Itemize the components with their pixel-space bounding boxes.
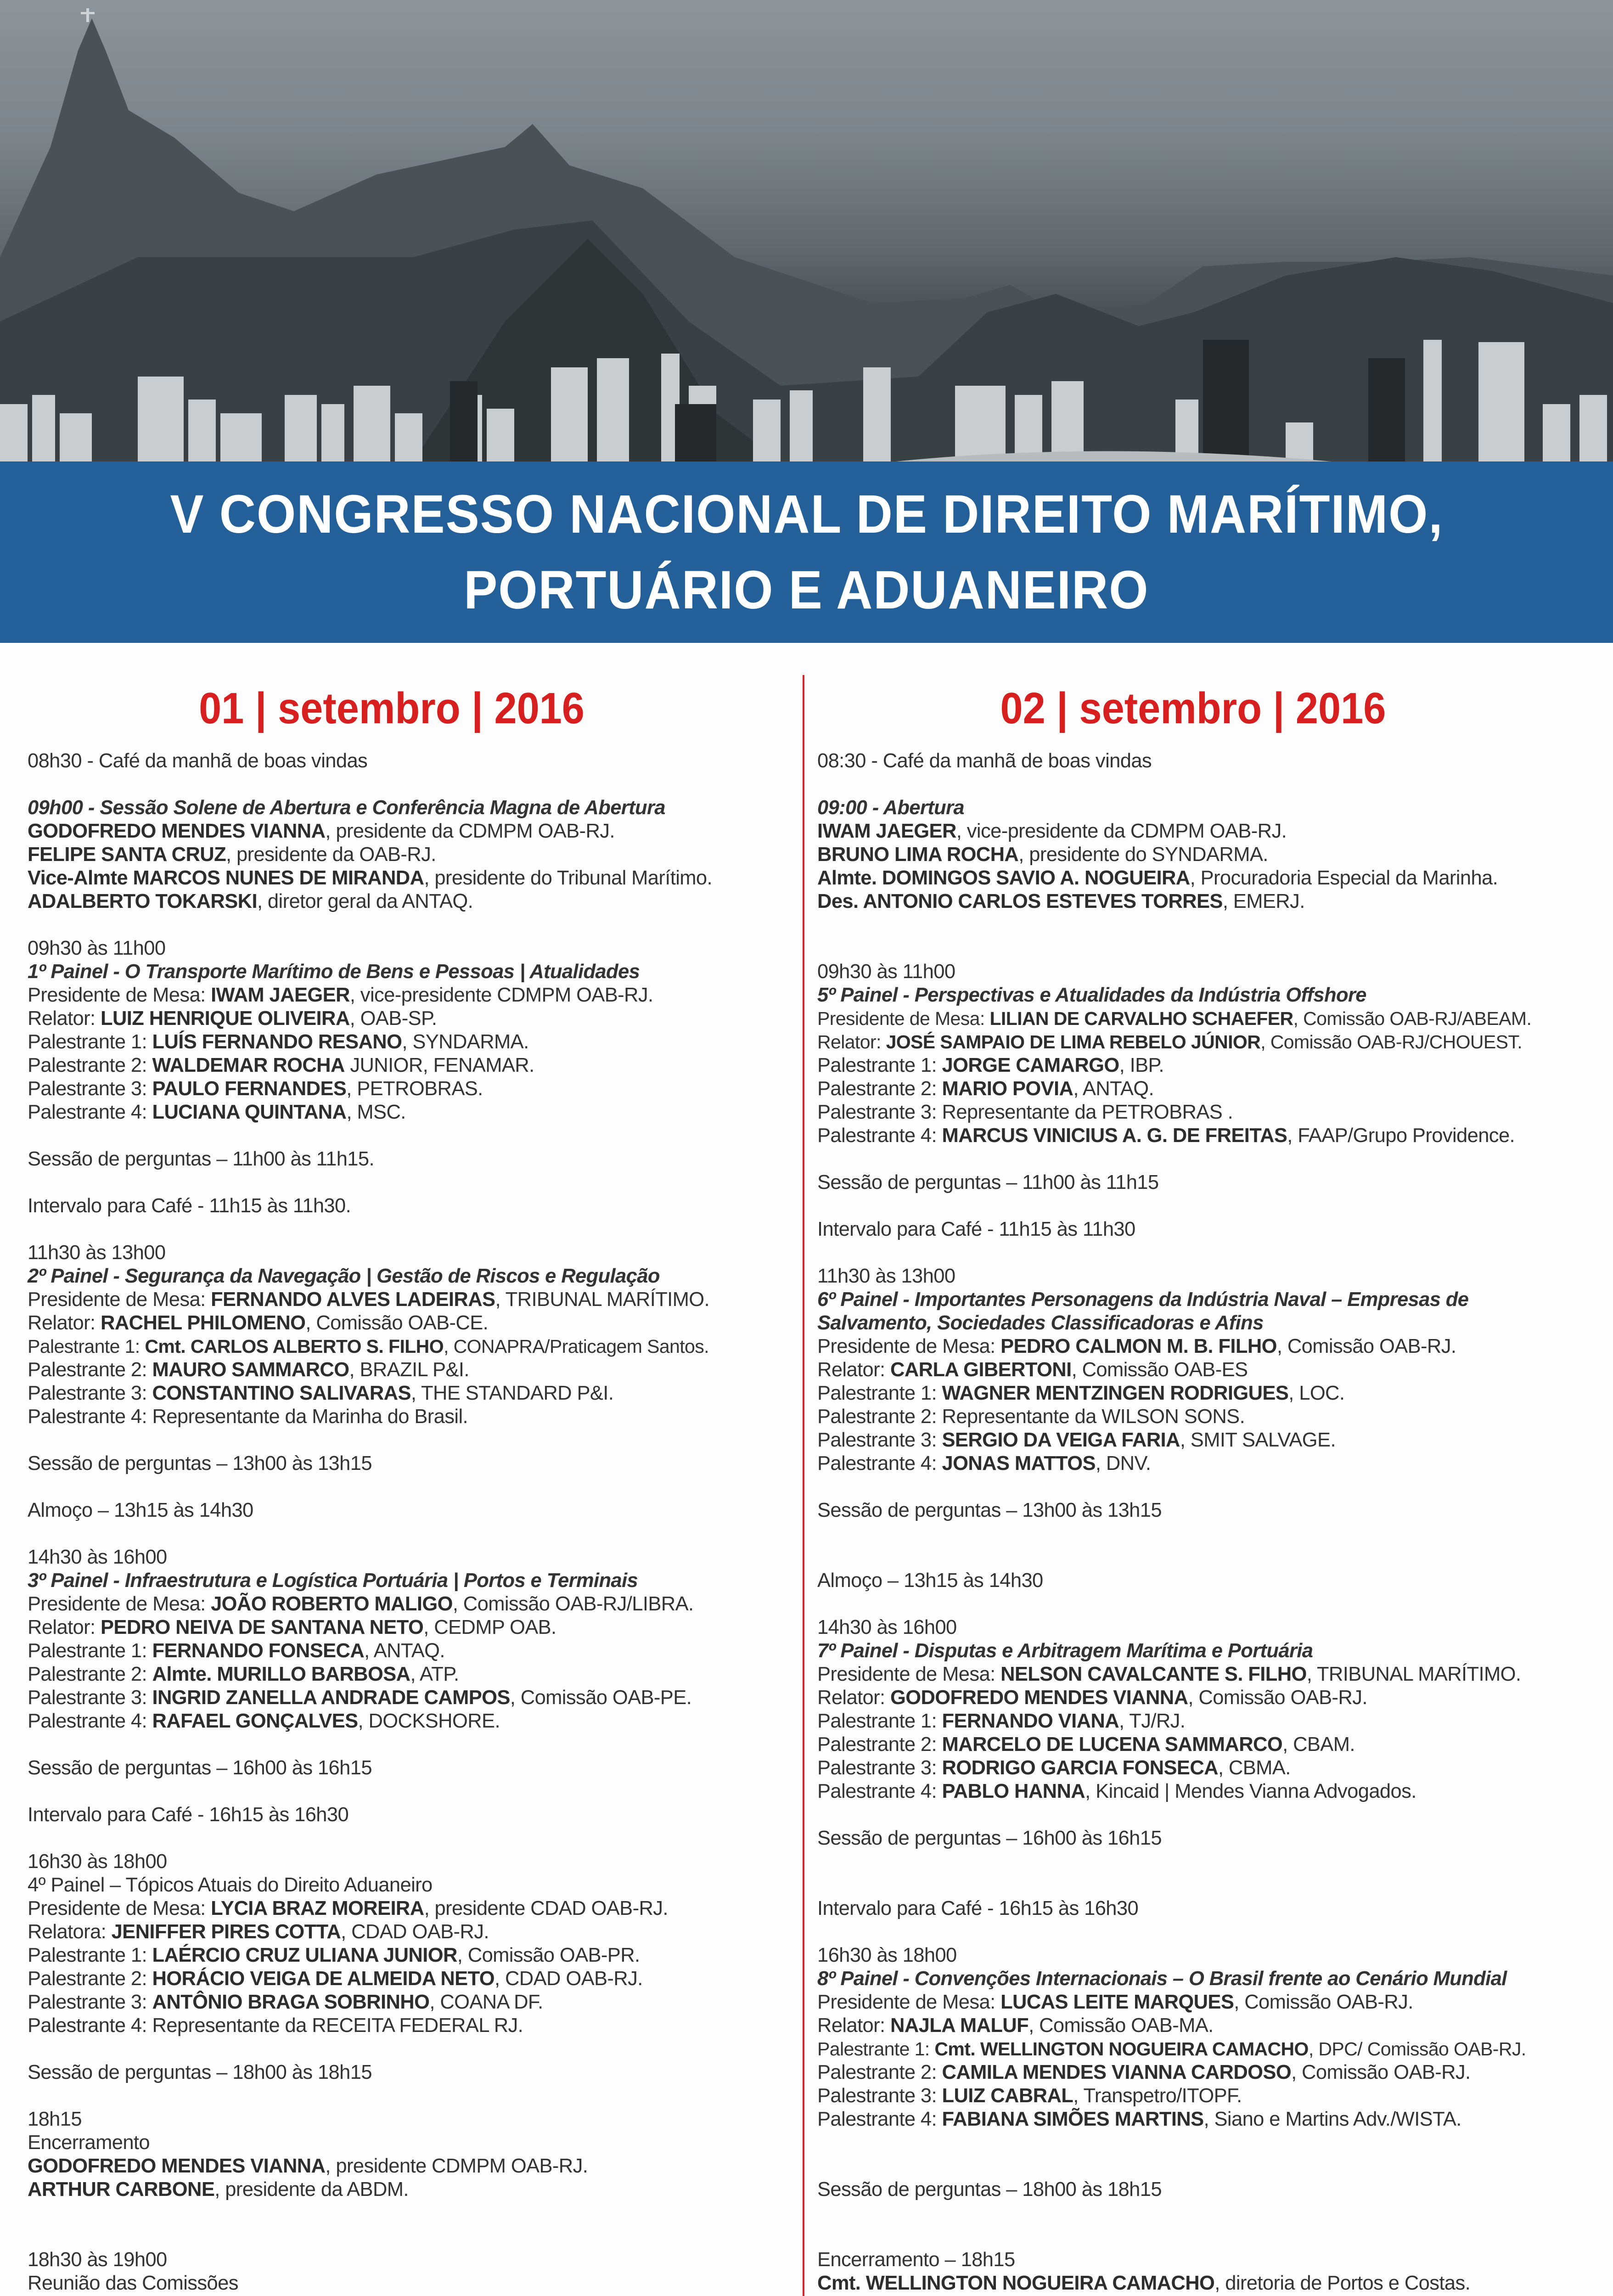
schedule-line: Intervalo para Café - 16h15 às 16h30 — [817, 1897, 1139, 1919]
speaker-name: JOSÉ SAMPAIO DE LIMA REBELO JÚNIOR — [886, 1031, 1261, 1052]
speaker-name: LUIZ HENRIQUE OLIVEIRA — [101, 1007, 350, 1030]
session-title: 09:00 - Abertura — [817, 797, 964, 819]
speaker-affiliation: , CDAD OAB-RJ. — [495, 1968, 643, 1990]
spacer — [817, 2155, 1607, 2178]
spacer — [28, 1827, 790, 1850]
speaker-affiliation: , Comissão OAB-MA. — [1028, 2015, 1214, 2037]
speaker-affiliation: , Comissão OAB-PR. — [457, 1944, 640, 1966]
speaker-affiliation: , OAB-SP. — [349, 1007, 437, 1030]
session-title: Salvamento, Sociedades Classificadoras e Afins — [817, 1312, 1264, 1334]
speaker-role: Palestrante 4: — [817, 2108, 942, 2130]
speaker-role: Relator: — [28, 1312, 101, 1334]
speaker-line — [28, 984, 790, 1007]
speaker-line — [817, 1358, 1607, 1382]
speaker-line — [28, 1101, 790, 1124]
speaker-name: Almte. DOMINGOS SAVIO A. NOGUEIRA — [817, 867, 1190, 889]
speaker-role: Palestrante 2: — [817, 2061, 942, 2083]
speaker-role: Palestrante 1: — [817, 1054, 942, 1076]
speaker-affiliation: , SYNDARMA. — [402, 1031, 529, 1053]
speaker-line — [28, 890, 790, 913]
speaker-affiliation: , Comissão OAB-RJ/LIBRA. — [452, 1593, 694, 1615]
speaker-line — [28, 1616, 790, 1639]
schedule-line: 18h15 — [28, 2108, 82, 2130]
speaker-line — [817, 1686, 1607, 1710]
spacer — [817, 1475, 1607, 1499]
speaker-line — [817, 1452, 1607, 1475]
spacer — [28, 2037, 790, 2061]
speaker-role: Presidente de Mesa: — [28, 1593, 211, 1615]
speaker-affiliation: , IBP. — [1119, 1054, 1164, 1076]
speaker-name: IWAM JAEGER — [211, 984, 350, 1006]
spacer — [817, 937, 1607, 960]
speaker-name: MAURO SAMMARCO — [152, 1359, 349, 1381]
speaker-name: INGRID ZANELLA ANDRADE CAMPOS — [152, 1687, 510, 1709]
speaker-name: LUÍS FERNANDO RESANO — [152, 1031, 402, 1053]
spacer — [28, 1171, 790, 1194]
speaker-name: IWAM JAEGER — [817, 820, 956, 842]
column-divider — [803, 675, 804, 2296]
speaker-role: Relatora: — [28, 1921, 112, 1943]
event-title-line1: V CONGRESSO NACIONAL DE DIREITO MARÍTIMO, — [169, 484, 1444, 545]
speaker-name: WALDEMAR ROCHA — [152, 1054, 345, 1076]
speaker-line — [817, 1077, 1607, 1101]
speaker-affiliation: , presidente do Tribunal Marítimo. — [424, 867, 712, 889]
speaker-name: MARCUS VINICIUS A. G. DE FREITAS — [942, 1125, 1287, 1147]
speaker-line — [817, 1756, 1607, 1780]
spacer — [28, 2201, 790, 2225]
speaker-affiliation: , EMERJ. — [1222, 890, 1305, 912]
spacer — [817, 1850, 1607, 1874]
speaker-role: Palestrante 1: — [817, 1710, 942, 1732]
speaker-role: Presidente de Mesa: — [817, 1008, 990, 1029]
speaker-name: Cmt. WELLINGTON NOGUEIRA CAMACHO — [817, 2272, 1215, 2294]
speaker-affiliation: , THE STANDARD P&I. — [410, 1382, 614, 1404]
speaker-affiliation: , vice-presidente da CDMPM OAB-RJ. — [956, 820, 1287, 842]
speaker-affiliation: , ATP. — [410, 1663, 459, 1685]
speaker-role: Palestrante 3: — [817, 1757, 942, 1779]
schedule-line: Encerramento — [28, 2132, 150, 2154]
speaker-role: Relator: — [817, 1687, 890, 1709]
speaker-name: ANTÔNIO BRAGA SOBRINHO — [152, 1991, 430, 2013]
schedule-line: 16h30 às 18h00 — [817, 1944, 957, 1966]
speaker-line — [817, 1991, 1607, 2014]
schedule-line: Palestrante 4: Representante da Marinha do Brasil. — [28, 1406, 468, 1428]
speaker-role: Palestrante 2: — [817, 1733, 942, 1756]
speaker-role: Palestrante 1: — [28, 1336, 145, 1357]
schedule-line: Intervalo para Café - 11h15 às 11h30 — [817, 1218, 1135, 1240]
speaker-name: PEDRO CALMON M. B. FILHO — [1000, 1335, 1277, 1357]
speaker-role: Presidente de Mesa: — [817, 1991, 1001, 2013]
speaker-affiliation: , presidente CDMPM OAB-RJ. — [325, 2155, 588, 2177]
speaker-line — [28, 1639, 790, 1663]
speaker-line — [28, 2178, 790, 2201]
speaker-name: LYCIA BRAZ MOREIRA — [211, 1897, 424, 1919]
spacer — [817, 1874, 1607, 1897]
speaker-name: Cmt. WELLINGTON NOGUEIRA CAMACHO — [934, 2038, 1309, 2060]
speaker-name: FABIANA SIMÕES MARTINS — [942, 2108, 1204, 2130]
spacer — [28, 1780, 790, 1803]
speaker-role: Palestrante 2: — [28, 1968, 152, 1990]
speaker-line — [28, 1991, 790, 2014]
speaker-affiliation: , TJ/RJ. — [1119, 1710, 1186, 1732]
spacer — [817, 1522, 1607, 1546]
speaker-affiliation: , CONAPRA/Praticagem Santos. — [443, 1336, 709, 1357]
speaker-name: FERNANDO FONSECA — [152, 1640, 365, 1662]
speaker-affiliation: , FAAP/Grupo Providence. — [1287, 1125, 1515, 1147]
speaker-name: RACHEL PHILOMENO — [101, 1312, 306, 1334]
speaker-affiliation: , ANTAQ. — [364, 1640, 445, 1662]
speaker-name: JENIFFER PIRES COTTA — [111, 1921, 341, 1943]
speaker-role: Palestrante 4: — [28, 1710, 152, 1732]
speaker-affiliation: , LOC. — [1288, 1382, 1345, 1404]
schedule-line: Sessão de perguntas – 18h00 às 18h15 — [28, 2061, 372, 2083]
speaker-role: Palestrante 4: — [817, 1125, 942, 1147]
speaker-line — [817, 2061, 1607, 2084]
schedule-line: Intervalo para Café - 11h15 às 11h30. — [28, 1195, 351, 1217]
session-title: 7º Painel - Disputas e Arbitragem Marítima e Portuária — [817, 1640, 1313, 1662]
speaker-name: HORÁCIO VEIGA DE ALMEIDA NETO — [152, 1968, 495, 1990]
speaker-affiliation: , MSC. — [346, 1101, 406, 1123]
spacer — [28, 1475, 790, 1499]
spacer — [817, 2131, 1607, 2155]
speaker-role: Palestrante 4: — [28, 1101, 152, 1123]
speaker-role: Relator: — [28, 1007, 101, 1030]
speaker-affiliation: , diretoria de Portos e Costas. — [1214, 2272, 1471, 2294]
speaker-name: GODOFREDO MENDES VIANNA — [28, 2155, 326, 2177]
speaker-affiliation: , presidente da ABDM. — [214, 2178, 409, 2200]
speaker-name: LILIAN DE CARVALHO SCHAEFER — [989, 1008, 1293, 1029]
speaker-line — [817, 867, 1607, 890]
speaker-line — [28, 1897, 790, 1920]
spacer — [817, 773, 1607, 796]
spacer — [817, 1194, 1607, 1218]
speaker-role: Palestrante 3: — [28, 1078, 152, 1100]
schedule-line: Sessão de perguntas – 16h00 às 16h15 — [28, 1757, 372, 1779]
speaker-line — [28, 1920, 790, 1944]
spacer — [28, 1124, 790, 1148]
speaker-line — [28, 1030, 790, 1054]
spacer — [28, 2084, 790, 2108]
spacer — [28, 773, 790, 796]
session-title: 2º Painel - Segurança da Navegação | Gestão de Riscos e Regulação — [28, 1265, 660, 1287]
speaker-affiliation: JUNIOR, FENAMAR. — [344, 1054, 534, 1076]
schedule-line: 08h30 - Café da manhã de boas vindas — [28, 750, 368, 772]
speaker-affiliation: , presidente CDAD OAB-RJ. — [424, 1897, 668, 1919]
speaker-name: WAGNER MENTZINGEN RODRIGUES — [942, 1382, 1289, 1404]
spacer — [817, 1803, 1607, 1827]
speaker-line — [28, 1335, 790, 1358]
speaker-line — [817, 1030, 1607, 1054]
speaker-affiliation: , presidente da CDMPM OAB-RJ. — [325, 820, 615, 842]
speaker-name: MARCELO DE LUCENA SAMMARCO — [942, 1733, 1283, 1756]
speaker-name: Vice-Almte MARCOS NUNES DE MIRANDA — [28, 867, 424, 889]
schedule-line: Sessão de perguntas – 13h00 às 13h15 — [817, 1499, 1162, 1521]
speaker-role: Presidente de Mesa: — [817, 1663, 1001, 1685]
day-1-title: 01 | setembro | 2016 — [199, 684, 585, 733]
day-2-title: 02 | setembro | 2016 — [1000, 684, 1386, 733]
speaker-line — [28, 1358, 790, 1382]
schedule-line: Reunião das Comissões — [28, 2272, 238, 2294]
speaker-line — [28, 1382, 790, 1405]
speaker-line — [28, 867, 790, 890]
speaker-line — [817, 2014, 1607, 2037]
speaker-role: Palestrante 3: — [817, 2085, 942, 2107]
speaker-affiliation: , Comissão OAB-RJ/CHOUEST. — [1260, 1031, 1523, 1052]
speaker-line — [817, 2108, 1607, 2131]
speaker-role: Palestrante 4: — [817, 1780, 942, 1802]
spacer — [28, 913, 790, 937]
speaker-line — [28, 1054, 790, 1077]
speaker-line — [817, 2272, 1607, 2295]
spacer — [817, 2225, 1607, 2248]
speaker-line — [28, 1311, 790, 1335]
schedule-line: Sessão de perguntas – 16h00 às 16h15 — [817, 1827, 1162, 1849]
schedule-line: Almoço – 13h15 às 14h30 — [28, 1499, 253, 1521]
speaker-role: Palestrante 2: — [28, 1054, 152, 1076]
schedule-line: 08:30 - Café da manhã de boas vindas — [817, 750, 1152, 772]
session-title: 3º Painel - Infraestrutura e Logística Portuária | Portos e Terminais — [28, 1570, 638, 1592]
speaker-name: RAFAEL GONÇALVES — [152, 1710, 358, 1732]
speaker-name: SERGIO DA VEIGA FARIA — [942, 1429, 1180, 1451]
speaker-line — [28, 1710, 790, 1733]
speaker-line — [28, 1593, 790, 1616]
speaker-name: RODRIGO GARCIA FONSECA — [942, 1757, 1218, 1779]
speaker-affiliation: , DNV. — [1095, 1452, 1151, 1474]
speaker-name: FERNANDO VIANA — [942, 1710, 1119, 1732]
schedule-line: Palestrante 4: Representante da RECEITA FEDERAL RJ. — [28, 2015, 523, 2037]
speaker-role: Relator: — [817, 1031, 886, 1052]
rio-skyline-illustration — [0, 0, 1613, 461]
speaker-affiliation: , presidente da OAB-RJ. — [226, 844, 436, 866]
day-1-column — [28, 643, 790, 2295]
speaker-affiliation: , ANTAQ. — [1073, 1078, 1154, 1100]
speaker-affiliation: , Kincaid | Mendes Vianna Advogados. — [1085, 1780, 1416, 1802]
session-title: 6º Painel - Importantes Personagens da Indústria Naval – Empresas de — [817, 1289, 1469, 1311]
session-title: 5º Painel - Perspectivas e Atualidades da Indústria Offshore — [817, 984, 1366, 1006]
schedule-line: 14h30 às 16h00 — [28, 1546, 167, 1568]
speaker-name: LAÉRCIO CRUZ ULIANA JUNIOR — [152, 1944, 457, 1966]
speaker-name: Almte. MURILLO BARBOSA — [152, 1663, 410, 1685]
speaker-affiliation: , PETROBRAS. — [346, 1078, 483, 1100]
speaker-line — [817, 2037, 1607, 2061]
schedule-line: Sessão de perguntas – 18h00 às 18h15 — [817, 2178, 1162, 2200]
speaker-affiliation: , Comissão OAB-CE. — [305, 1312, 489, 1334]
speaker-affiliation: , Comissão OAB-RJ. — [1291, 2061, 1471, 2083]
speaker-line — [28, 1007, 790, 1030]
speaker-role: Palestrante 2: — [28, 1663, 152, 1685]
speaker-affiliation: , Comissão OAB-RJ. — [1234, 1991, 1413, 2013]
speaker-affiliation: , Siano e Martins Adv./WISTA. — [1203, 2108, 1461, 2130]
spacer — [28, 1733, 790, 1756]
speaker-name: MARIO POVIA — [942, 1078, 1073, 1100]
spacer — [817, 1593, 1607, 1616]
speaker-role: Palestrante 2: — [817, 1078, 942, 1100]
speaker-line — [817, 1710, 1607, 1733]
speaker-name: CAMILA MENDES VIANNA CARDOSO — [942, 2061, 1292, 2083]
speaker-name: ARTHUR CARBONE — [28, 2178, 215, 2200]
speaker-affiliation: , TRIBUNAL MARÍTIMO. — [495, 1289, 710, 1311]
spacer — [817, 1920, 1607, 1944]
speaker-name: CARLA GIBERTONI — [890, 1359, 1072, 1381]
speaker-name: PEDRO NEIVA DE SANTANA NETO — [101, 1616, 424, 1638]
schedule-line: Sessão de perguntas – 11h00 às 11h15. — [28, 1148, 374, 1170]
schedule-line: 4º Painel – Tópicos Atuais do Direito Aduaneiro — [28, 1874, 433, 1896]
speaker-name: NAJLA MALUF — [890, 2015, 1029, 2037]
speaker-name: FERNANDO ALVES LADEIRAS — [211, 1289, 495, 1311]
schedule-line: Sessão de perguntas – 11h00 às 11h15 — [817, 1171, 1159, 1193]
speaker-line — [817, 1054, 1607, 1077]
speaker-affiliation: , DPC/ Comissão OAB-RJ. — [1308, 2038, 1526, 2060]
speaker-line — [28, 1288, 790, 1311]
speaker-role: Palestrante 3: — [28, 1991, 152, 2013]
schedule-line: Encerramento – 18h15 — [817, 2249, 1015, 2271]
speaker-affiliation: , Procuradoria Especial da Marinha. — [1190, 867, 1498, 889]
speaker-line — [28, 1967, 790, 1991]
schedule-line: 11h30 às 13h00 — [28, 1242, 166, 1264]
speaker-name: PAULO FERNANDES — [152, 1078, 347, 1100]
speaker-line — [28, 843, 790, 867]
speaker-line — [817, 1382, 1607, 1405]
speaker-role: Palestrante 2: — [28, 1359, 152, 1381]
schedule-line: 14h30 às 16h00 — [817, 1616, 957, 1638]
schedule-line: 09h30 às 11h00 — [817, 961, 955, 983]
spacer — [28, 1429, 790, 1452]
speaker-affiliation: , Comissão OAB-PE. — [510, 1687, 692, 1709]
schedule-line: 16h30 às 18h00 — [28, 1851, 167, 1873]
speaker-line — [817, 820, 1607, 843]
spacer — [817, 1148, 1607, 1171]
speaker-line — [28, 1944, 790, 1967]
speaker-role: Palestrante 1: — [28, 1944, 152, 1966]
speaker-line — [817, 1780, 1607, 1803]
speaker-affiliation: , Comissão OAB-RJ. — [1188, 1687, 1367, 1709]
speaker-line — [28, 1077, 790, 1101]
speaker-name: JONAS MATTOS — [942, 1452, 1096, 1474]
speaker-affiliation: , vice-presidente CDMPM OAB-RJ. — [349, 984, 653, 1006]
speaker-role: Palestrante 1: — [817, 1382, 942, 1404]
schedule-line: Intervalo para Café - 16h15 às 16h30 — [28, 1804, 349, 1826]
hero-photo — [0, 0, 1613, 461]
speaker-affiliation: , CBAM. — [1282, 1733, 1355, 1756]
spacer — [817, 913, 1607, 937]
session-title: 8º Painel - Convenções Internacionais – O Brasil frente ao Cenário Mundial — [817, 1968, 1507, 1990]
speaker-line — [28, 1663, 790, 1686]
session-title: 1º Painel - O Transporte Marítimo de Bens e Pessoas | Atualidades — [28, 961, 640, 983]
speaker-affiliation: , CBMA. — [1218, 1757, 1291, 1779]
speaker-name: JOÃO ROBERTO MALIGO — [211, 1593, 453, 1615]
speaker-role: Palestrante 3: — [28, 1687, 152, 1709]
speaker-role: Palestrante 1: — [28, 1031, 152, 1053]
speaker-line — [817, 1429, 1607, 1452]
speaker-line — [817, 843, 1607, 867]
speaker-role: Presidente de Mesa: — [817, 1335, 1001, 1357]
title-band — [0, 461, 1613, 643]
speaker-name: FELIPE SANTA CRUZ — [28, 844, 226, 866]
speaker-affiliation: , presidente do SYNDARMA. — [1018, 844, 1268, 866]
spacer — [28, 2225, 790, 2248]
speaker-affiliation: , diretor geral da ANTAQ. — [257, 890, 473, 912]
speaker-name: BRUNO LIMA ROCHA — [817, 844, 1019, 866]
speaker-affiliation: , Comissão OAB-RJ/ABEAM. — [1293, 1008, 1532, 1029]
schedule-line: Almoço – 13h15 às 14h30 — [817, 1570, 1043, 1592]
speaker-affiliation: , Transpetro/ITOPF. — [1073, 2085, 1242, 2107]
day-2-column — [817, 643, 1607, 2295]
speaker-affiliation: , CEDMP OAB. — [423, 1616, 556, 1638]
speaker-line — [817, 2084, 1607, 2108]
speaker-name: ADALBERTO TOKARSKI — [28, 890, 257, 912]
speaker-name: LUIZ CABRAL — [942, 2085, 1073, 2107]
speaker-name: LUCAS LEITE MARQUES — [1000, 1991, 1234, 2013]
speaker-name: Cmt. CARLOS ALBERTO S. FILHO — [145, 1336, 444, 1357]
speaker-name: CONSTANTINO SALIVARAS — [152, 1382, 411, 1404]
day-2-program — [817, 749, 1607, 2295]
speaker-affiliation: , BRAZIL P&I. — [349, 1359, 469, 1381]
spacer — [28, 1522, 790, 1546]
speaker-name: LUCIANA QUINTANA — [152, 1101, 347, 1123]
speaker-line — [28, 2155, 790, 2178]
speaker-line — [817, 890, 1607, 913]
speaker-name: Des. ANTONIO CARLOS ESTEVES TORRES — [817, 890, 1223, 912]
speaker-line — [28, 1686, 790, 1710]
speaker-role: Presidente de Mesa: — [28, 1289, 211, 1311]
speaker-affiliation: , COANA DF. — [429, 1991, 543, 2013]
speaker-affiliation: , Comissão OAB-RJ. — [1276, 1335, 1456, 1357]
speaker-name: GODOFREDO MENDES VIANNA — [28, 820, 326, 842]
session-title: 09h00 - Sessão Solene de Abertura e Conferência Magna de Abertura — [28, 797, 665, 819]
speaker-affiliation: , Comissão OAB-ES — [1071, 1359, 1248, 1381]
speaker-role: Relator: — [28, 1616, 101, 1638]
spacer — [28, 1218, 790, 1241]
speaker-affiliation: , TRIBUNAL MARÍTIMO. — [1306, 1663, 1521, 1685]
speaker-role: Presidente de Mesa: — [28, 984, 211, 1006]
speaker-name: PABLO HANNA — [942, 1780, 1085, 1802]
speaker-line — [817, 1007, 1607, 1030]
event-title-line2: PORTUÁRIO E ADUANEIRO — [464, 559, 1149, 620]
speaker-role: Palestrante 3: — [28, 1382, 152, 1404]
day-1-program — [28, 749, 790, 2295]
speaker-line — [817, 1335, 1607, 1358]
schedule-line: 09h30 às 11h00 — [28, 937, 166, 959]
speaker-role: Palestrante 1: — [817, 2038, 935, 2060]
speaker-line — [817, 1663, 1607, 1686]
schedule-line: Palestrante 3: Representante da PETROBRAS . — [817, 1101, 1233, 1123]
speaker-line — [28, 820, 790, 843]
speaker-role: Palestrante 3: — [817, 1429, 942, 1451]
spacer — [817, 2201, 1607, 2225]
speaker-role: Relator: — [817, 2015, 890, 2037]
speaker-name: GODOFREDO MENDES VIANNA — [890, 1687, 1188, 1709]
speaker-name: NELSON CAVALCANTE S. FILHO — [1000, 1663, 1307, 1685]
speaker-name: JORGE CAMARGO — [942, 1054, 1119, 1076]
speaker-role: Presidente de Mesa: — [28, 1897, 211, 1919]
schedule-line: Palestrante 2: Representante da WILSON SONS. — [817, 1406, 1245, 1428]
speaker-affiliation: , CDAD OAB-RJ. — [341, 1921, 489, 1943]
schedule-line: 18h30 às 19h00 — [28, 2249, 167, 2271]
speaker-affiliation: , SMIT SALVAGE. — [1180, 1429, 1336, 1451]
spacer — [817, 1546, 1607, 1569]
speaker-affiliation: , DOCKSHORE. — [358, 1710, 500, 1732]
speaker-role: Palestrante 4: — [817, 1452, 942, 1474]
schedule-line: Sessão de perguntas – 13h00 às 13h15 — [28, 1452, 372, 1474]
speaker-line — [817, 1733, 1607, 1756]
speaker-role: Relator: — [817, 1359, 890, 1381]
speaker-role: Palestrante 1: — [28, 1640, 152, 1662]
schedule-line: 11h30 às 13h00 — [817, 1265, 955, 1287]
program-columns — [0, 643, 1613, 2296]
spacer — [817, 1241, 1607, 1265]
speaker-line — [817, 1124, 1607, 1148]
